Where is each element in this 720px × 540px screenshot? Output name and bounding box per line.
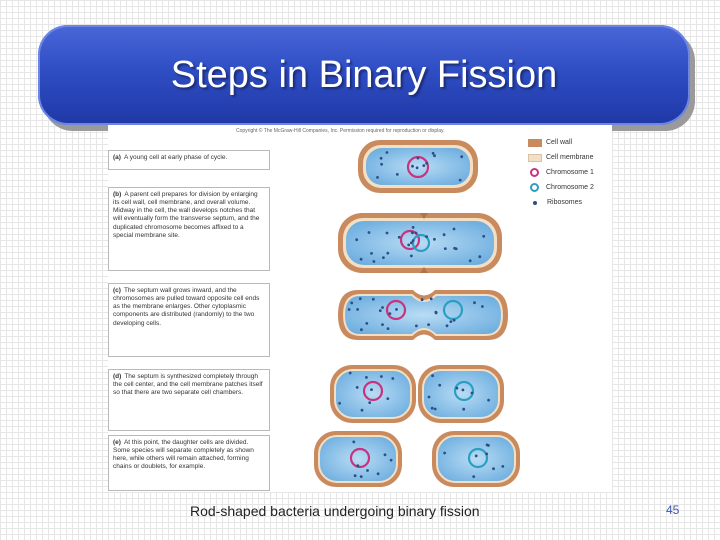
ribosome-dot: [473, 301, 476, 304]
ribosome-dot: [338, 402, 341, 405]
ribosome-dot: [373, 260, 376, 263]
ribosome-dot: [416, 166, 419, 169]
cell-stage-c: [338, 290, 508, 340]
ribosome-dot: [443, 233, 446, 236]
ribosome-dot: [386, 232, 389, 235]
step-letter: (c): [113, 287, 121, 294]
step-text: The septum is synthesized completely through the cell center, and the cell membrane patches itself so that there are two separate cell chambers.: [113, 373, 263, 397]
legend-label: Cell wall: [546, 139, 573, 146]
ribosome-dot: [487, 444, 490, 447]
ribosome-dot: [372, 298, 375, 301]
legend-label: Chromosome 2: [546, 184, 594, 191]
ribosome-dot: [354, 474, 357, 477]
ribosome-dot: [492, 467, 495, 470]
ribosome-dot: [381, 323, 384, 326]
ribosome-dot: [433, 238, 436, 241]
ribosome-dot: [453, 228, 456, 231]
cell-stage-d: [330, 365, 504, 423]
ribosome-dot: [386, 151, 389, 154]
ribosome-dot: [384, 453, 387, 456]
step-text: A young cell at early phase of cycle.: [123, 154, 228, 161]
ribosome-dot: [360, 258, 363, 261]
ribosome-dot: [428, 396, 431, 399]
ribosome-dot: [389, 312, 392, 315]
ribosome-dot: [431, 407, 434, 410]
step-text: The septum wall grows inward, and the chromosomes are pulled toward opposite cell ends as the membrane enlarges. Other cytoplasmic components are distributed (randomly) to the two developing cells.: [113, 287, 260, 327]
ribosome-dot: [450, 320, 453, 323]
ribosome-dot: [398, 236, 401, 239]
ribosome-dot: [368, 231, 371, 234]
ribosome-dot: [459, 179, 462, 182]
ribosome-dot: [396, 173, 399, 176]
ribosome-dot: [425, 235, 428, 238]
cell-stage-e: [314, 431, 520, 487]
ribosome-dot: [456, 387, 459, 390]
ribosome-dot: [387, 327, 390, 330]
ribosome-dot: [431, 374, 434, 377]
ribosome-dot: [485, 453, 488, 456]
ribosome-dot: [472, 475, 475, 478]
ribosome-dot: [478, 255, 481, 258]
ribosome-dot: [415, 232, 418, 235]
ribosome-dot: [361, 409, 364, 412]
ribosome-dot: [349, 372, 352, 375]
ribosome-dot: [411, 165, 414, 168]
ribosome-dot: [430, 297, 433, 300]
ribosome-dot: [446, 324, 449, 327]
copyright-notice: Copyright © The McGraw-Hill Companies, Inc. Permission required for reproduction or display.: [236, 128, 445, 134]
ribosome-dot: [370, 252, 373, 255]
ribosome-dot: [365, 322, 368, 325]
ribosome-dot: [482, 235, 485, 238]
ribosome-dot: [380, 375, 383, 378]
ribosome-dot: [352, 441, 355, 444]
ribosome-dot: [386, 252, 389, 255]
ribosome-dot: [444, 247, 447, 250]
ribosome-dot: [438, 384, 441, 387]
ribosome-dot: [376, 176, 379, 179]
slide-title: Steps in Binary Fission: [170, 53, 558, 96]
ribosome-dot: [475, 455, 478, 458]
ribosome-dot: [348, 308, 351, 311]
ribosome-dot: [365, 376, 368, 379]
ribosome-dot: [421, 298, 424, 301]
ribosome-dot: [487, 399, 490, 402]
ribosome-dot: [422, 164, 425, 167]
ribosome-dot: [356, 386, 359, 389]
ribosome-dot: [395, 308, 398, 311]
ribosome-dot: [425, 162, 428, 165]
ribosome-dot: [390, 459, 393, 462]
title-banner: [38, 25, 690, 125]
ribosome-dot: [411, 231, 414, 234]
ribosome-dot: [356, 464, 359, 467]
ribosome-dot: [379, 309, 382, 312]
ribosome-dot: [386, 397, 389, 400]
ribosome-dot: [481, 305, 484, 308]
ribosome-dot: [356, 308, 359, 311]
legend-label: Cell membrane: [546, 154, 594, 161]
legend-label: Ribosomes: [547, 199, 583, 206]
ribosome-dot: [380, 157, 383, 160]
ribosome-dot: [360, 328, 363, 331]
ribosome-dot: [443, 452, 446, 455]
ribosome-dot: [370, 388, 373, 391]
ribosome-dot: [382, 256, 385, 259]
ribosome-dot: [377, 472, 380, 475]
ribosome-dot: [391, 377, 394, 380]
ribosome-dot: [433, 154, 436, 157]
ribosome-dot: [415, 325, 418, 328]
cell-stage-a: [358, 140, 478, 193]
ribosome-dot: [434, 408, 437, 411]
ribosome-dot: [453, 319, 456, 322]
ribosome-dot: [417, 157, 420, 160]
ribosome-dot: [410, 255, 413, 258]
step-letter: (b): [113, 191, 122, 198]
step-text: A parent cell prepares for division by enlarging its cell wall, cell membrane, and overall volume. Midway in the cell, the wall develops notches that will eventually form the transverse septum, and the duplicated chromosome becomes affixed to a special membrane site.: [113, 191, 260, 239]
ribosome-dot: [368, 401, 371, 404]
ribosome-dot: [381, 306, 384, 309]
ribosome-dot: [355, 238, 358, 241]
ribosome-dot: [471, 392, 474, 395]
legend-label: Chromosome 1: [546, 169, 594, 176]
ribosome-dot: [469, 259, 472, 262]
step-text: At this point, the daughter cells are divided. Some species will separate completely as shown here, while others will remain attached, forming chains or doublets, for example.: [113, 439, 254, 471]
ribosome-dot: [435, 312, 438, 315]
cells-illustration: [108, 125, 612, 492]
ribosome-dot: [380, 163, 383, 166]
binary-fission-figure: [108, 125, 612, 492]
ribosome-dot: [359, 297, 362, 300]
ribosome-dot: [407, 244, 410, 247]
ribosome-dot: [427, 323, 430, 326]
ribosome-dot: [453, 247, 456, 250]
step-letter: (a): [113, 154, 121, 161]
ribosome-dot: [412, 226, 415, 229]
ribosome-dot: [432, 152, 435, 155]
ribosome-dot: [366, 469, 369, 472]
cell-stage-b: [338, 213, 502, 273]
ribosome-dot: [462, 389, 465, 392]
ribosome-dot: [462, 408, 465, 411]
ribosome-dot: [501, 465, 504, 468]
ribosome-dot: [350, 302, 353, 305]
ribosome-dot: [412, 239, 415, 242]
ribosome-dot: [460, 155, 463, 158]
slide-caption: Rod-shaped bacteria undergoing binary fission: [190, 503, 480, 519]
ribosome-dot: [360, 475, 363, 478]
step-letter: (d): [113, 373, 122, 380]
page-number: 45: [666, 503, 680, 517]
step-letter: (e): [113, 439, 121, 446]
